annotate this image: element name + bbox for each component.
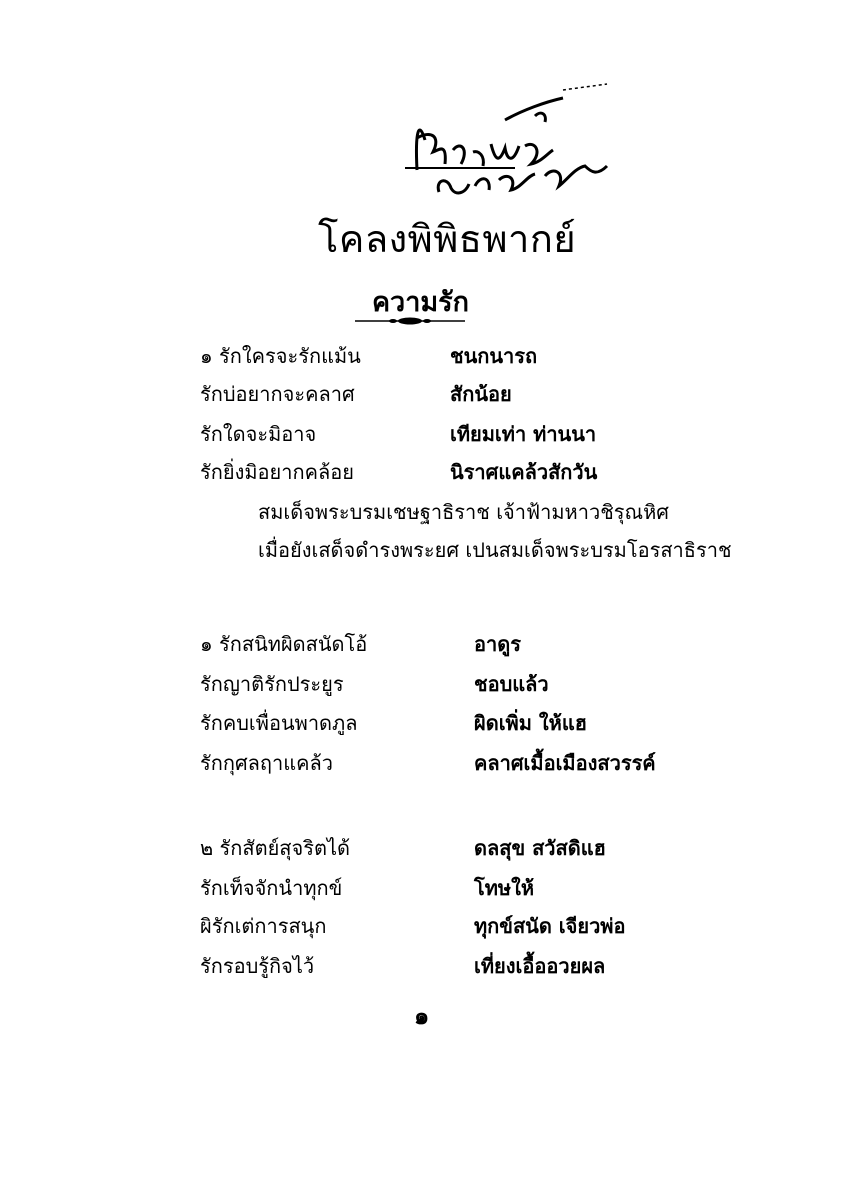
stanza-1-line-2-right: สักน้อย <box>450 382 512 406</box>
poem-collection-title: โคลงพิพิธพากย์ <box>318 217 577 261</box>
stanza-2-line-4-right: คลาศเมื้อเมืองสวรรค์ <box>474 751 656 775</box>
stanza-3-line-3-left: ผิรักเต่การสนุก <box>200 914 327 938</box>
stanza-1-line-4-left: รักยิ่งมิอยากคล้อย <box>200 460 354 484</box>
stanza-3-line-2-right: โทษให้ <box>474 876 535 900</box>
stanza-1-line-2-left: รักบ่อยากจะคลาศ <box>200 382 355 406</box>
section-title: ความรัก <box>372 287 470 318</box>
stanza-1-line-1-left: ๑ รักใครจะรักแม้น <box>200 344 361 368</box>
stanza-1-line-4-right: นิราศแคล้วสักวัน <box>450 460 598 484</box>
stanza-2-line-1-left: ๑ รักสนิทผิดสนัดโอ้ <box>200 632 368 656</box>
stanza-1-note-line-1: สมเด็จพระบรมเชษฐาธิราช เจ้าฟ้ามหาวชิรุณหิศ <box>258 500 669 524</box>
stanza-2-line-2-right: ชอบแล้ว <box>474 672 549 696</box>
stanza-1-note-line-2: เมื่อยังเสด็จดำรงพระยศ เปนสมเด็จพระบรมโอรสาธิราช <box>258 538 732 562</box>
stanza-2-line-1-right: อาดูร <box>474 632 521 656</box>
handwritten-annotation <box>395 80 625 210</box>
stanza-2-line-2-left: รักญาติรักประยูร <box>200 672 344 696</box>
stanza-3-line-2-left: รักเท็จจักนำทุกข์ <box>200 876 343 900</box>
stanza-3-line-1-right: ดลสุข สวัสดิแฮ <box>474 836 606 860</box>
stanza-1-line-3-right: เทียมเท่า ท่านนา <box>450 422 597 446</box>
stanza-3-line-4-right: เที่ยงเอื้ออวยผล <box>474 954 606 978</box>
stanza-3-line-3-right: ทุกข์สนัด เจียวพ่อ <box>474 914 626 938</box>
stanza-2-line-3-right: ผิดเพิ่ม ให้แฮ <box>474 711 587 735</box>
stanza-2-line-3-left: รักคบเพื่อนพาดภูล <box>200 711 358 735</box>
stanza-3-line-1-left: ๒ รักสัตย์สุจริตได้ <box>200 836 351 860</box>
stanza-1-line-3-left: รักใดจะมิอาจ <box>200 422 317 446</box>
ornament-divider <box>355 314 465 328</box>
stanza-1-line-1-right: ชนกนารถ <box>450 344 538 368</box>
handwriting-signature <box>395 80 625 210</box>
stanza-3-line-4-left: รักรอบรู้กิจไว้ <box>200 954 315 978</box>
page-number: ๑ <box>414 1002 430 1030</box>
stanza-2-line-4-left: รักกุศลฤาแคล้ว <box>200 751 334 775</box>
